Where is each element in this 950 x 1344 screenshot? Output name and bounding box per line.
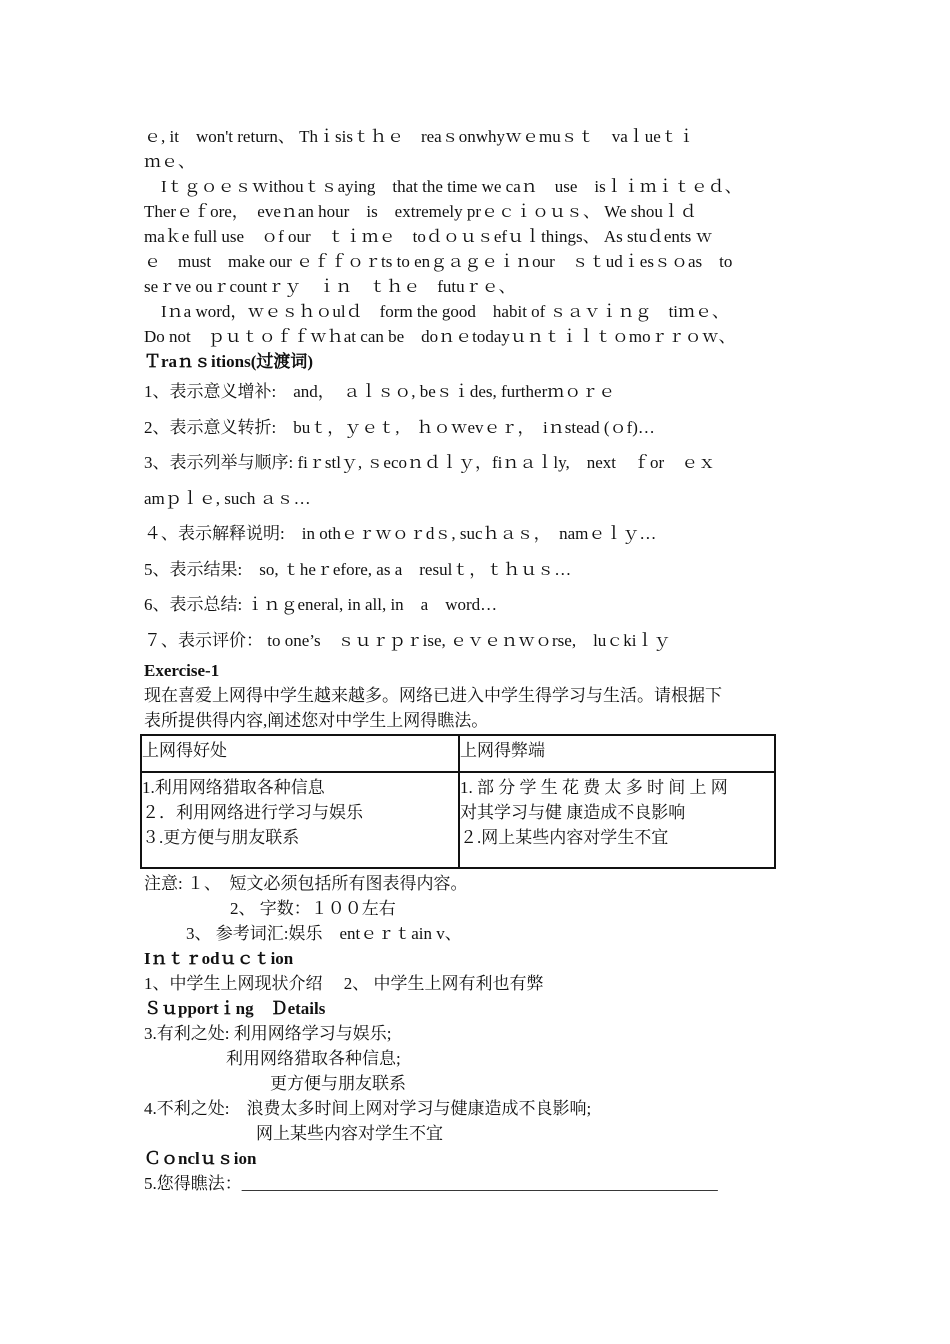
- supporting-line: 4.不利之处: 浪费太多时间上网对学习与健康造成不良影响;: [144, 1099, 592, 1118]
- table-cell-text: 上网得弊端: [460, 741, 545, 760]
- cons-item: 对其学习与健 康造成不良影响: [460, 803, 686, 822]
- essay-line: maｋe full use ｏf our ｔｉｍｅ toｄｏｕｓefｕｌthings、 As stuｄents ｗ: [144, 227, 713, 246]
- supporting-details-heading: Ｓｕpportｉng Ｄetails: [144, 999, 326, 1018]
- exercise-title: Exercise-1: [144, 661, 220, 680]
- note-line: 3、 参考词汇:娱乐 entｅｒｔain v、: [186, 924, 462, 943]
- pros-item: ３.更方便与朋友联系: [142, 828, 300, 847]
- note-line: 注意: １、 短文必须包括所有图表得内容。: [144, 874, 468, 893]
- exercise-prompt-line: 现在喜爱上网得中学生越来越多。网络已进入中学生得学习与生活。请根据下: [144, 686, 722, 705]
- essay-line: Do not ｐｕｔｏｆｆｗｈat can be doｎｅtodayｕｎｔｉｌｔｏmoｒｒｏｗ、: [144, 327, 736, 346]
- essay-line: seｒve ouｒcountｒｙ ｉｎ ｔｈｅ futuｒｅ、: [144, 277, 516, 296]
- table-header-cons: [459, 735, 775, 772]
- transitions-list: [144, 374, 810, 658]
- supporting-line: 更方便与朋友联系: [270, 1074, 406, 1093]
- pros-cons-table: [140, 734, 776, 869]
- transition-item: 3、表示列举与顺序: fiｒstlｙ, ｓecoｎｄｌｙ，fiｎａｌly, next ｆor ｅｘ: [144, 453, 716, 472]
- transition-item: 1、表示意义增补: and， ａｌｓｏ, beｓｉdes, furtherｍｏｒｅ: [144, 382, 616, 401]
- transition-item: 5、表示结果: so, ｔheｒefore, as a resulｔ，ｔｈｕｓ…: [144, 559, 572, 579]
- table-header-pros: [141, 735, 459, 772]
- essay-line: Iｎa word，ｗｅｓｈｏulｄ form the good habit of ｓａｖｉｎｇ tiｍｅ、: [144, 302, 730, 321]
- transition-item: 6、表示总结: ｉｎｇeneral, in all, in a word…: [144, 595, 498, 614]
- supporting-line: 网上某些内容对学生不宜: [256, 1124, 443, 1143]
- note-line: 2、 字数：１００左右: [230, 899, 396, 918]
- table-cell-cons: [459, 772, 775, 868]
- table-cell-text: 上网得好处: [142, 741, 227, 760]
- pros-item: ２．利用网络进行学习与娱乐: [142, 803, 363, 822]
- transition-item: ４、表示解释说明: in othｅｒｗｏｒdｓ, sucｈａｓ， namｅｌｙ…: [144, 524, 657, 543]
- conclusion-heading: Ｃｏnclｕｓion: [144, 1149, 257, 1168]
- supporting-line: 利用网络猎取各种信息;: [226, 1049, 401, 1068]
- essay-line: ｅ must make our ｅｆｆｏｒts to enｇａｇｅｉｎour ｓｔudｉesｓｏas to: [144, 252, 733, 271]
- document-page: [144, 124, 810, 1196]
- transitions-heading: Ｔraｎｓitions(过渡词): [144, 352, 314, 371]
- cons-item: ２.网上某些内容对学生不宜: [460, 828, 669, 847]
- essay-line: ｅ, it won't return、 Thｉsisｔｈｅ reaｓonwhyｗｅmuｓｔ vaｌueｔｉ: [144, 127, 695, 146]
- transition-item: amｐｌｅ, such ａｓ…: [144, 488, 311, 508]
- introduction-heading: Iｎｔｒodｕｃｔion: [144, 949, 294, 968]
- essay-line: ｍｅ、: [144, 152, 195, 171]
- conclusion-line: 5.您得瞧法：________________________________________________________: [144, 1174, 718, 1193]
- table-cell-pros: [141, 772, 459, 868]
- introduction-line: 1、中学生上网现状介绍 2、 中学生上网有利也有弊: [144, 974, 544, 993]
- essay-line: Therｅｆore， eveｎan hour is extremely prｅｃｉｏｕｓ、 We shouｌｄ: [144, 202, 697, 221]
- exercise-prompt-line: 表所提供得内容,阐述您对中学生上网得瞧法。: [144, 711, 489, 730]
- pros-item: 1.利用网络猎取各种信息: [142, 778, 325, 797]
- essay-paragraph: [144, 124, 810, 349]
- essay-line: Iｔｇｏｅｓｗithouｔｓaying that the time we caｎ use isｌｉｍｉｔｅｄ、: [144, 177, 742, 196]
- transition-item: 2、表示意义转折: buｔ，ｙｅｔ, ｈｏｗevｅｒ， iｎstead (ｏf)…: [144, 417, 655, 437]
- supporting-line: 3.有利之处: 利用网络学习与娱乐;: [144, 1024, 392, 1043]
- cons-item: 1. 部 分 学 生 花 费 太 多 时 间 上 网: [460, 778, 728, 797]
- transition-item: ７、表示评价： to one’s ｓｕｒｐｒise, ｅｖｅｎｗｏrse, luｃkiｌｙ: [144, 630, 671, 650]
